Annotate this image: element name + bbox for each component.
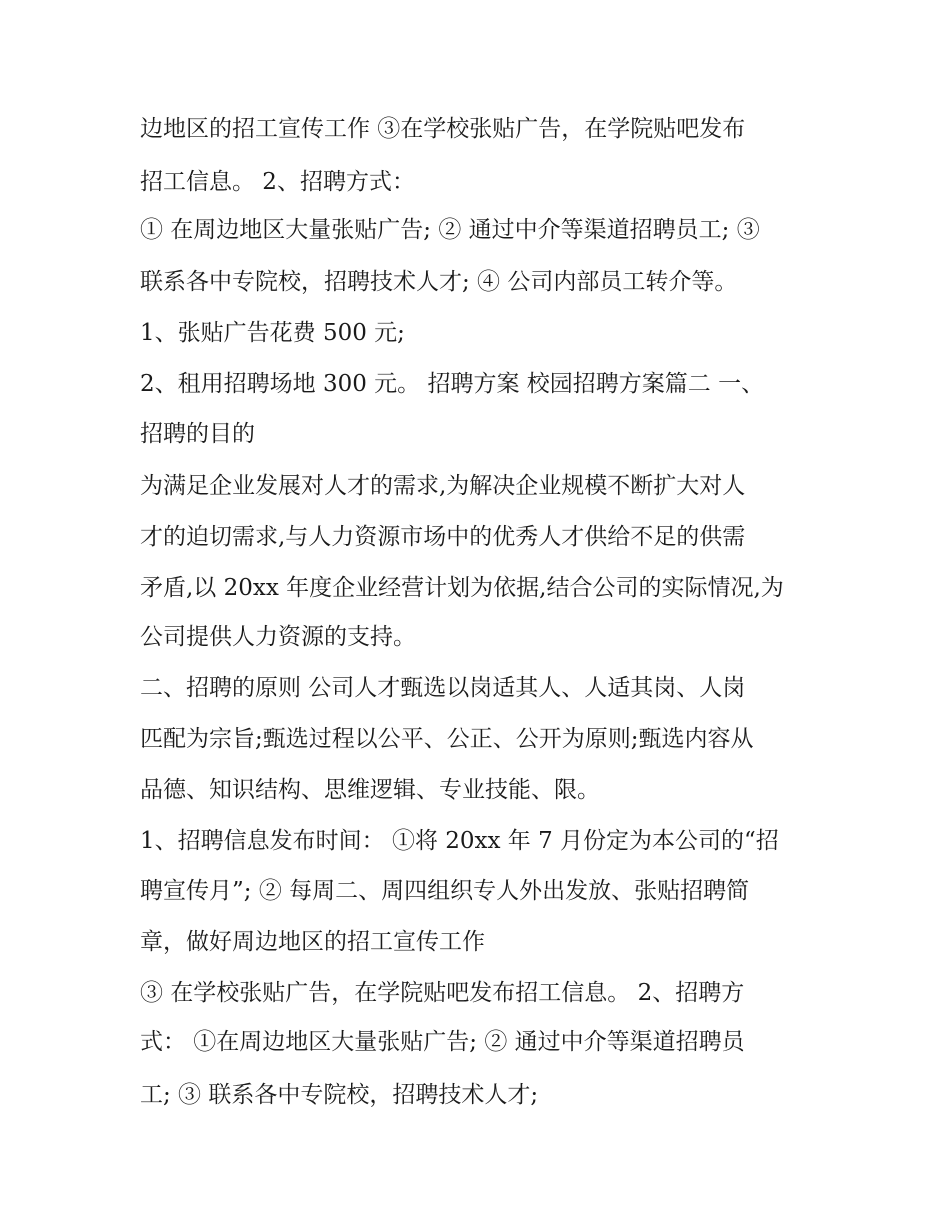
text-line: 联系各中专院校，招聘技术人才; ④ 公司内部员工转介等。 xyxy=(140,269,738,295)
text-line: 二、招聘的原则 公司人才甄选以岗适其人、人适其岗、人岗 xyxy=(140,675,746,701)
text-line: ③ 在学校张贴广告，在学院贴吧发布招工信息。 2、招聘方 xyxy=(140,980,745,1006)
text-line: 1、张贴广告花费 500 元; xyxy=(140,320,405,346)
text-line: 式： ①在周边地区大量张贴广告; ② 通过中介等渠道招聘员 xyxy=(140,1029,745,1055)
text-line: 章，做好周边地区的招工宣传工作 xyxy=(140,929,485,955)
text-line: 公司提供人力资源的支持。 xyxy=(140,624,416,650)
text-line: 1、招聘信息发布时间： ①将 20xx 年 7 月份定为本公司的“招 xyxy=(140,828,779,854)
text-line: 才的迫切需求,与人力资源市场中的优秀人才供给不足的供需 xyxy=(140,524,746,550)
text-line: 匹配为宗旨;甄选过程以公平、公正、公开为原则;甄选内容从 xyxy=(140,726,754,752)
text-line: 为满足企业发展对人才的需求,为解决企业规模不断扩大对人 xyxy=(140,473,746,499)
text-line: 2、租用招聘场地 300 元。 招聘方案 校园招聘方案篇二 一、 xyxy=(140,371,765,397)
text-line: 边地区的招工宣传工作 ③在学校张贴广告，在学院贴吧发布 xyxy=(140,116,746,142)
text-line: ① 在周边地区大量张贴广告; ② 通过中介等渠道招聘员工; ③ xyxy=(140,217,760,243)
text-line: 工; ③ 联系各中专院校，招聘技术人才; xyxy=(140,1082,539,1108)
text-line: 矛盾,以 20xx 年度企业经营计划为依据,结合公司的实际情况,为 xyxy=(140,575,784,601)
text-line: 聘宣传月”; ② 每周二、周四组织专人外出发放、张贴招聘简 xyxy=(140,878,750,904)
text-line: 招聘的目的 xyxy=(140,421,255,447)
text-line: 品德、知识结构、思维逻辑、专业技能、限。 xyxy=(140,777,600,803)
text-line: 招工信息。 2、招聘方式： xyxy=(140,169,415,195)
